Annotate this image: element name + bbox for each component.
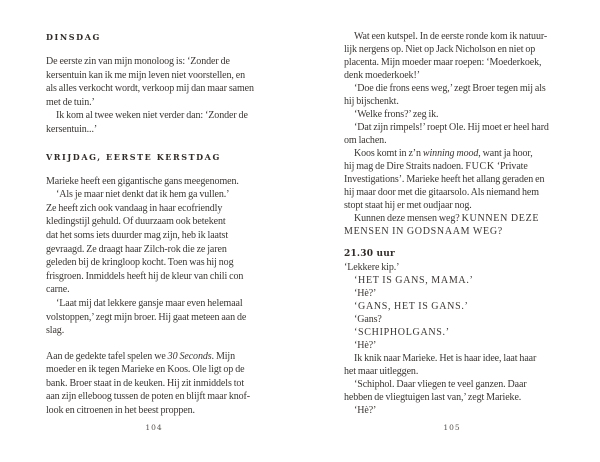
text-line: frisgroen. Inmiddels heeft hij de kleur van chili con [46,270,244,282]
text-line: hij maar door met die gitaarsolo. Als niemand hem [344,187,539,198]
text-line: ‘HET IS GANS, MAMA.’ [354,275,474,286]
text-line: look en citroenen in het beest proppen. [46,405,195,417]
text-line: ‘Als je maar niet denkt dat ik hem ga vullen.’ [56,189,230,201]
text-line: volstoppen,’ zegt mijn broer. Hij gaat meteen aan de [46,311,247,323]
text-line: ‘Hè?’ [354,288,377,299]
paragraph [46,350,262,418]
text-line: Ik kom al twee weken niet verder dan: ‘Zonder de [56,110,248,122]
text-line: met de tuin.’ [46,96,95,108]
text-line: ‘Hè?’ [354,405,377,416]
text-line: Marieke heeft een gigantische gans meegenomen. [46,175,239,187]
text-line: ‘Doe die frons eens weg,’ zegt Broer tegen mij als [354,83,546,94]
text-line: Aan de gedekte tafel spelen we 30 Seconds. Mijn [46,350,235,362]
text-line: aan zijn elleboog tussen de poten en blijft maar knof- [46,391,250,403]
text-line: hebben de vliegtuigen last van,’ zegt Marieke. [344,392,522,403]
page-left [46,0,262,462]
page-number: 104 [145,423,163,432]
text-line: dat het soms iets duurder mag zijn, heb ik laatst [46,229,229,241]
section-heading: DINSDAG [46,32,101,42]
section-heading: 21.30 uur [344,249,395,259]
text-line: ‘Gans? [354,314,382,325]
text-line: Wat een kutspel. In de eerste ronde kom ik natuur- [354,31,548,42]
section-heading: VRIJDAG, EERSTE KERSTDAG [46,151,221,162]
text-line: geleden bij de kringloop kocht. Toen was hij nog [46,257,234,269]
text-line: ‘Lekkere kip.’ [344,262,400,273]
text-line: MENSEN IN GODSNAAM WEG? [344,226,503,237]
text-line: De eerste zin van mijn monoloog is: ‘Zonder de [46,56,230,67]
text-line: Ze heeft zich ook vandaag in haar ecofriendly [46,202,223,214]
paragraph [46,175,262,338]
text-line: ‘SCHIPHOLGANS.’ [354,327,450,338]
text-line: ‘Dat zijn rimpels!’ roept Ole. Hij moet er heel hard [354,122,549,133]
text-line: kersentuin...’ [46,123,98,135]
text-line: als alles verkocht wordt, verkoop mij dan maar samen [46,83,254,95]
text-line: ‘GANS, HET IS GANS.’ [354,301,469,312]
text-line: ‘Schiphol. Daar vliegen te veel ganzen. Daar [354,379,527,390]
page-right [344,0,560,462]
text-line: ‘Laat mij dat lekkere gansje maar even helemaal [56,297,243,309]
paragraph [344,30,560,238]
text-line: hij bijschenkt. [344,96,399,107]
page-number: 105 [443,423,461,432]
text-line: moeder en ik tegen Marieke en Koos. Ole ligt op de [46,364,245,376]
text-line: lijk nergens op. Niet op Jack Nicholson en niet op [344,44,536,55]
text-line: om lachen. [344,135,387,146]
paragraph [46,55,262,137]
text-line: Koos komt in z’n winning mood, want ja hoor, [354,148,533,159]
page-right-text [344,30,560,417]
text-line: gevraagd. Ze draagt haar Zilch-rok die ze jaren [46,243,227,255]
text-line: denk moederkoek!’ [344,70,420,81]
text-line: het maar uitleggen. [344,366,419,377]
text-line: kersentuin kan ik me mijn leven niet voorstellen, en [46,69,246,81]
text-line: kledingstijl gehuld. Of duurzaam ook betekent [46,216,226,228]
text-line: ‘Welke frons?’ zeg ik. [354,109,439,120]
text-line: ‘Hè?’ [354,340,377,351]
text-line: carne. [46,284,70,296]
text-line: placenta. Mijn moeder maar roepen: ‘Moederkoek, [344,57,542,68]
text-line: Ik knik naar Marieke. Het is haar idee, laat haar [354,353,537,364]
text-line: hij mag de Dire Straits nadoen. FUCK ‘Private [344,161,528,172]
page-left-text [46,32,262,418]
text-line: stopt staat hij er met oudjaar nog. [344,200,472,211]
text-line: Investigations’. Marieke heeft het allang geraden en [344,174,545,185]
text-line: Kunnen deze mensen weg? KUNNEN DEZE [354,213,540,224]
text-line: slag. [46,325,65,337]
paragraph [344,261,560,417]
text-line: bank. Broer staat in de keuken. Hij zit inmiddels tot [46,377,244,389]
